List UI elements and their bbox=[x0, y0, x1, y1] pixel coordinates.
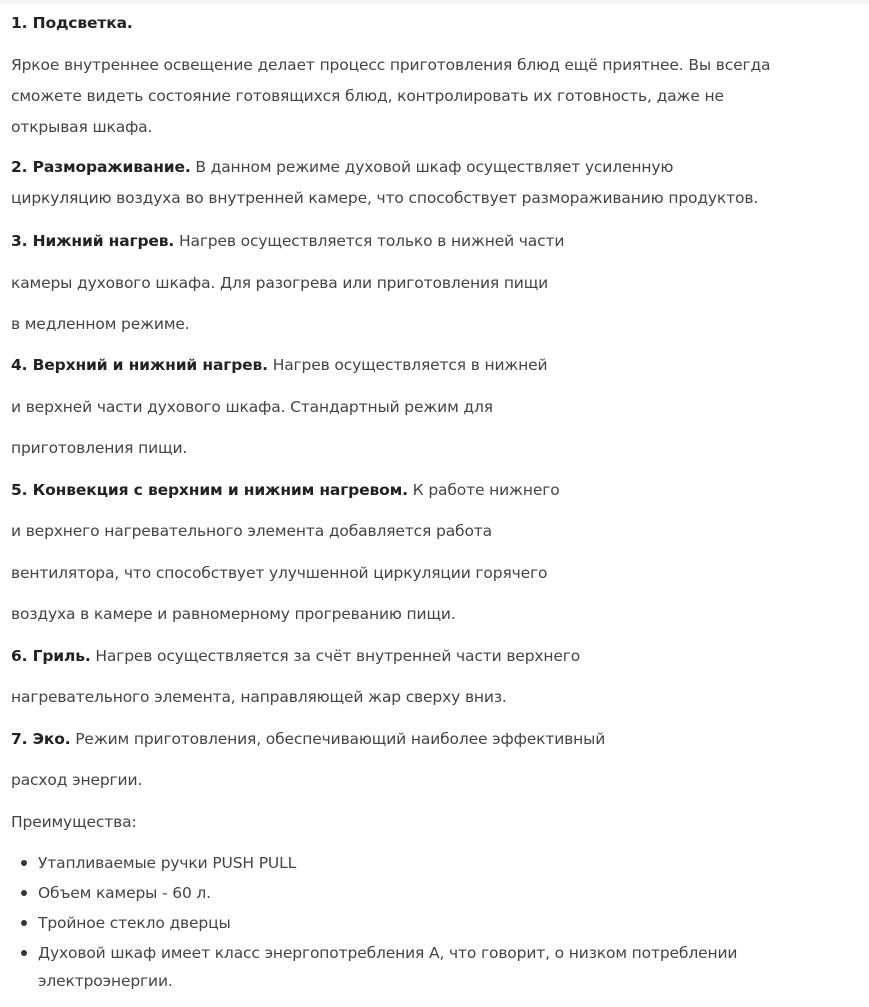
section-2-title: 2. Размораживание. bbox=[11, 158, 191, 176]
section-3-line-2: в медленном режиме. bbox=[11, 315, 190, 333]
bullet-dot bbox=[21, 860, 27, 866]
advantages-label: Преимущества: bbox=[11, 813, 137, 831]
section-4-title: 4. Верхний и нижний нагрев. bbox=[11, 356, 268, 374]
section-7-first-line bbox=[11, 729, 605, 749]
section-4-first-line bbox=[11, 355, 547, 375]
section-1-line-2: сможете видеть состояние готовящихся блюд, контролировать их готовность, даже не bbox=[11, 87, 724, 105]
section-5-line-3: воздуха в камере и равномерному прогреванию пищи. bbox=[11, 605, 456, 623]
list-item: Утапливаемые ручки PUSH PULL bbox=[38, 854, 297, 872]
section-5-first-line bbox=[11, 480, 560, 500]
list-item: Духовой шкаф имеет класс энергопотребления А, что говорит, о низком потреблении bbox=[38, 944, 738, 962]
list-item: Объем камеры - 60 л. bbox=[38, 884, 211, 902]
section-1-line-1: Яркое внутреннее освещение делает процесс приготовления блюд ещё приятнее. Вы всегда bbox=[11, 56, 771, 74]
section-3-line-1: камеры духового шкафа. Для разогрева или приготовления пищи bbox=[11, 274, 549, 292]
list-item: Тройное стекло дверцы bbox=[38, 914, 231, 932]
section-6-first-line bbox=[11, 646, 580, 666]
section-6-title: 6. Гриль. bbox=[11, 647, 91, 665]
list-item-continuation: электроэнергии. bbox=[38, 972, 173, 990]
section-1-line-3: открывая шкафа. bbox=[11, 118, 153, 136]
section-5-line-1: и верхнего нагревательного элемента добавляется работа bbox=[11, 522, 493, 540]
section-7-lead: Режим приготовления, обеспечивающий наиболее эффективный bbox=[70, 730, 606, 748]
section-6-lead: Нагрев осуществляется за счёт внутренней части верхнего bbox=[90, 647, 581, 665]
section-5-title: 5. Конвекция с верхним и нижним нагревом. bbox=[11, 481, 408, 499]
section-7-title: 7. Эко. bbox=[11, 730, 71, 748]
section-4-line-2: приготовления пищи. bbox=[11, 439, 188, 457]
bullet-dot bbox=[21, 950, 27, 956]
top-divider bbox=[0, 0, 869, 4]
section-4-line-1: и верхней части духового шкафа. Стандартный режим для bbox=[11, 398, 493, 416]
section-6-line-1: нагревательного элемента, направляющей жар сверху вниз. bbox=[11, 688, 507, 706]
section-2-first-line bbox=[11, 157, 673, 177]
bullet-dot bbox=[21, 890, 27, 896]
section-3-first-line bbox=[11, 231, 564, 251]
section-1-title: 1. Подсветка. bbox=[11, 14, 133, 32]
section-3-lead: Нагрев осуществляется только в нижней части bbox=[174, 232, 565, 250]
bullet-dot bbox=[21, 920, 27, 926]
section-7-line-1: расход энергии. bbox=[11, 771, 143, 789]
section-4-lead: Нагрев осуществляется в нижней bbox=[267, 356, 548, 374]
section-3-title: 3. Нижний нагрев. bbox=[11, 232, 175, 250]
section-2-line-1: циркуляцию воздуха во внутренней камере, что способствует размораживанию продуктов. bbox=[11, 189, 759, 207]
section-5-line-2: вентилятора, что способствует улучшенной циркуляции горячего bbox=[11, 564, 548, 582]
section-5-lead: К работе нижнего bbox=[407, 481, 560, 499]
section-2-lead: В данном режиме духовой шкаф осуществляет усиленную bbox=[190, 158, 674, 176]
